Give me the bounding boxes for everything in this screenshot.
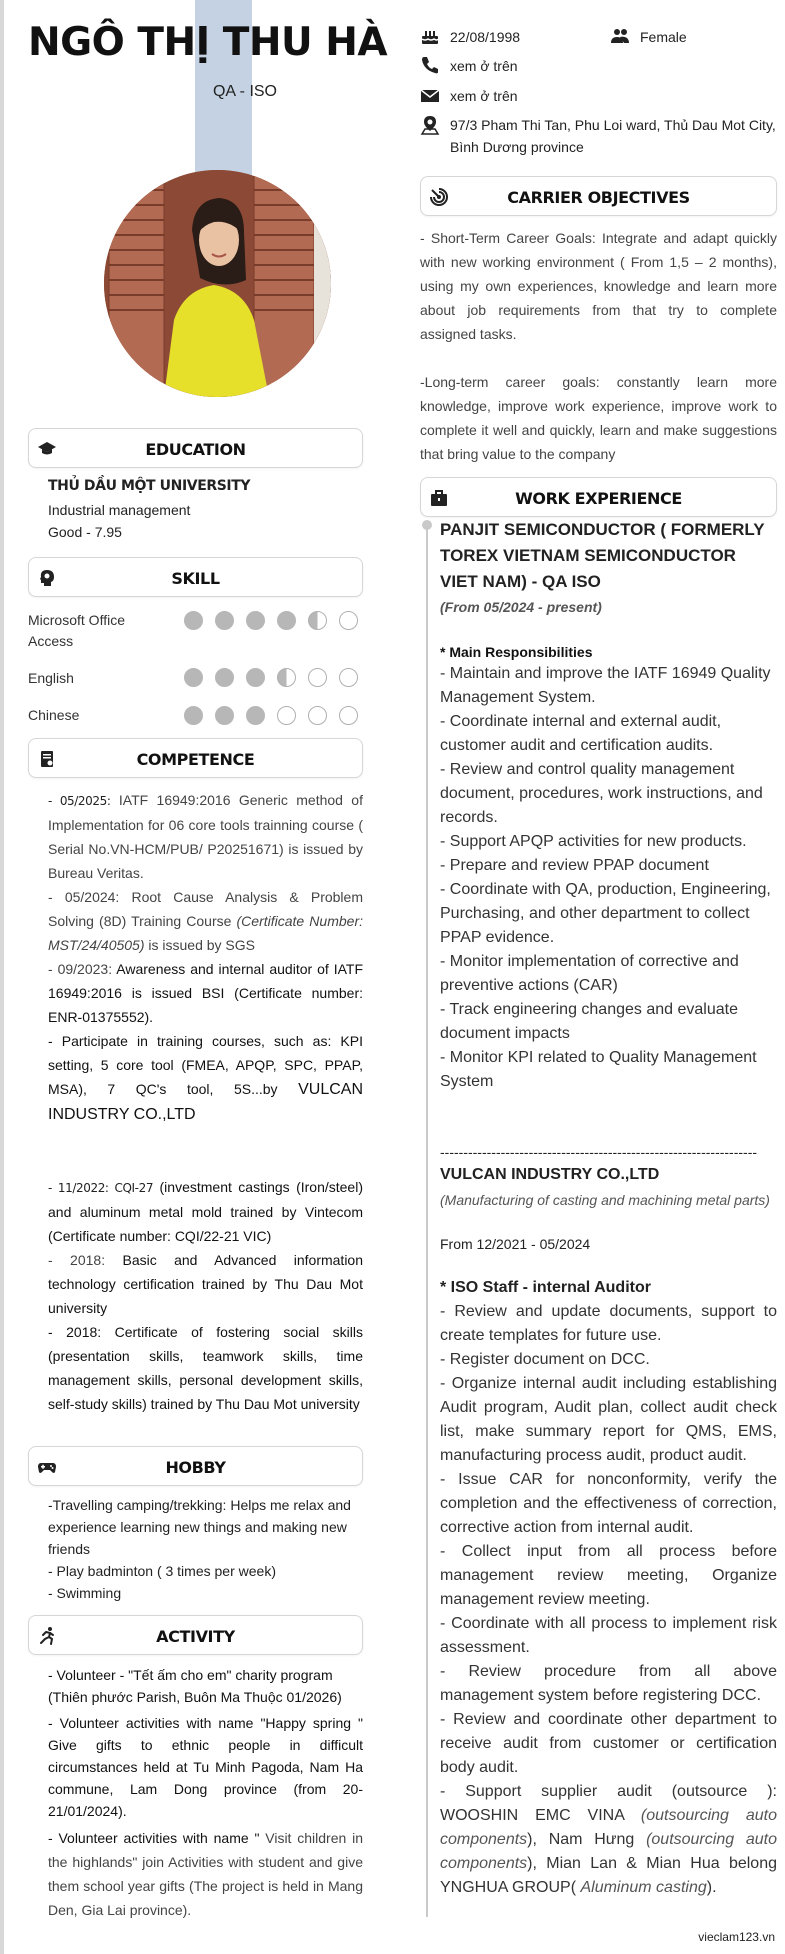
hobby-item: -Travelling camping/trekking: Helps me relax and experience learning new things and making new friends <box>48 1497 351 1557</box>
rating-dot <box>277 611 296 630</box>
rating-dot <box>184 611 203 630</box>
rating-dot <box>215 706 234 725</box>
responsibility-item: - Coordinate with all process to implement risk assessment. <box>440 1615 777 1656</box>
competence-header <box>28 738 363 778</box>
hobby-item: - Swimming <box>48 1585 122 1601</box>
competence-item: - 2018: Basic and Advanced information technology certification trained by Thu Dau Mot university <box>48 1252 363 1316</box>
responsibility-item: - Review procedure from all above management system before registering DCC. <box>440 1663 777 1704</box>
cake-icon <box>420 26 440 46</box>
activity-list <box>48 1664 363 1922</box>
timeline-dot <box>422 520 432 530</box>
responsibility-item: - Track engineering changes and evaluate document impacts <box>440 1001 738 1042</box>
rating-dot <box>215 611 234 630</box>
rating-dot <box>184 668 203 687</box>
job1-period: (From 05/2024 - present) <box>440 599 602 615</box>
objective-short: - Short-Term Career Goals: Integrate and adapt quickly with new working environment ( From 1,5 – 2 months), using my own experiences, knowledge and learn more about job requirements from that try to complete assigned tasks. <box>420 230 777 342</box>
education-grade: Good - 7.95 <box>48 524 122 540</box>
birthday: 22/08/1998 <box>450 29 521 45</box>
competence-title: COMPETENCE <box>136 750 255 769</box>
job1-company: PANJIT SEMICONDUCTOR ( FORMERLY TOREX VIETNAM SEMICONDUCTOR VIET NAM) - QA ISO <box>440 520 765 591</box>
rating-dot <box>215 668 234 687</box>
competence-item: - 2018: Certificate of fostering social skills (presentation skills, teamwork skills, time management skills, personal development skills, self-study skills) trained by Thu Dau Mot university <box>48 1324 363 1412</box>
rating-dot <box>277 706 296 725</box>
responsibility-item: - Issue CAR for nonconformity, verify the completion and the effectiveness of correction, corrective action from internal audit. <box>440 1471 777 1536</box>
activity-title: ACTIVITY <box>156 1627 235 1646</box>
education-header <box>28 428 363 468</box>
rating-dot <box>277 668 296 687</box>
responsibility-item: - Monitor KPI related to Quality Management System <box>440 1049 757 1090</box>
rating-dot <box>339 611 358 630</box>
competence-item: - 05/2024: Root Cause Analysis & Problem Solving (8D) Training Course (Certificate Number: MST/24/40505) is issued by SGS <box>48 889 363 953</box>
skill-rating <box>184 611 358 631</box>
skill-name: English <box>28 670 74 686</box>
experience-title: WORK EXPERIENCE <box>515 489 682 508</box>
candidate-name: NGÔ THỊ THU HÀ <box>28 20 388 65</box>
address: 97/3 Pham Thi Tan, Phu Loi ward, Thủ Dau Mot City, Bình Dương province <box>450 117 776 155</box>
competence-item: - 09/2023: Awareness and internal auditor of IATF 16949:2016 is issued BSI (Certificate number: ENR-01375552). <box>48 961 363 1025</box>
activity-header <box>28 1615 363 1655</box>
job2-responsibilities <box>440 1300 777 1900</box>
hobby-title: HOBBY <box>165 1458 226 1477</box>
responsibility-item: - Prepare and review PPAP document <box>440 857 709 874</box>
phone-icon <box>420 55 440 75</box>
responsibility-item: - Monitor implementation of corrective and preventive actions (CAR) <box>440 953 739 994</box>
skill-name: Microsoft Office Access <box>28 612 125 649</box>
competence-item: - Participate in training courses, such as: KPI setting, 5 core tool (FMEA, APQP, SPC, PPAP, MSA), 7 QC's tool, 5S...by VULCAN INDUSTRY CO.,LTD <box>48 1033 363 1123</box>
objective-long: -Long-term career goals: constantly learn more knowledge, improve work experience, improve work to complete it well and quickly, learn and make suggestions that bring value to the company <box>420 374 777 462</box>
responsibility-item: - Register document on DCC. <box>440 1351 650 1368</box>
experience-header <box>420 477 777 517</box>
responsibility-item: - Review and update documents, support to create templates for future use. <box>440 1303 777 1344</box>
responsibility-item: - Support APQP activities for new products. <box>440 833 747 850</box>
education-title: EDUCATION <box>145 440 246 459</box>
responsibility-item: - Coordinate with QA, production, Engineering, Purchasing, and other department to collect PPAP evidence. <box>440 881 771 946</box>
photo-illustration <box>104 170 331 397</box>
phone: xem ở trên <box>450 58 518 74</box>
job2-description: (Manufacturing of casting and machining metal parts) <box>440 1192 770 1208</box>
objectives-title: CARRIER OBJECTIVES <box>507 188 690 207</box>
responsibility-item: - Collect input from all process before management review meeting, Organize management review meeting. <box>440 1543 777 1608</box>
rating-dot <box>246 668 265 687</box>
envelope-icon <box>420 86 440 106</box>
footer-brand: vieclam123.vn <box>698 1930 775 1944</box>
education-school: THỦ DẦU MỘT UNIVERSITY <box>48 478 251 494</box>
skill-name: Chinese <box>28 707 80 723</box>
rating-dot <box>246 706 265 725</box>
responsibility-item: - Review and control quality management document, procedures, work instructions, and records. <box>440 761 763 826</box>
rating-dot <box>308 706 327 725</box>
job2-company: VULCAN INDUSTRY CO.,LTD <box>440 1166 660 1183</box>
skill-header <box>28 557 363 597</box>
responsibility-item: - Coordinate internal and external audit, customer audit and certification audits. <box>440 713 722 754</box>
email: xem ở trên <box>450 88 518 104</box>
hobby-list <box>48 1494 363 1604</box>
responsibility-item: - Support supplier audit (outsource ): WOOSHIN EMC VINA (outsourcing auto components), Nam Hưng (outsourcing auto components), Mian Lan & Mian Hua belong YNGHUA GROUP( Aluminum casting). <box>440 1783 778 1896</box>
users-icon <box>610 26 630 46</box>
education-major: Industrial management <box>48 502 191 518</box>
competence-item: - 05/2025: IATF 16949:2016 Generic method of Implementation for 06 core tools trainning course ( Serial No.VN-HCM/PUB/ P20251671) is issued by Bureau Veritas. <box>48 792 363 881</box>
candidate-title: QA - ISO <box>212 83 277 100</box>
hobby-header <box>28 1446 363 1486</box>
job1-responsibilities <box>440 662 777 1094</box>
skill-title: SKILL <box>171 569 220 588</box>
rating-dot <box>308 611 327 630</box>
rating-dot <box>246 611 265 630</box>
objectives-header <box>420 176 777 216</box>
job2-period: From 12/2021 - 05/2024 <box>440 1236 591 1252</box>
activity-item: - Volunteer activities with name " Visit children in the highlands" join Activities with student and give them school year gifts (The project is held in Mang Den, Gia Lai province). <box>48 1830 363 1918</box>
job1-heading: * Main Responsibilities <box>440 644 593 660</box>
rating-dot <box>339 668 358 687</box>
timeline-line <box>426 527 428 1917</box>
responsibility-item: - Organize internal audit including establishing Audit program, Audit plan, collect audit check list, make summary report for QMS, EMS, manufacturing process audit, product audit. <box>440 1375 777 1464</box>
rating-dot <box>308 668 327 687</box>
gender: Female <box>640 29 687 45</box>
competence-item: - 11/2022: CQI-27 (investment castings (Iron/steel) and aluminum metal mold trained by Vintecom (Certificate number: CQI/22-21 VIC) <box>48 1179 363 1244</box>
rating-dot <box>339 706 358 725</box>
map-pin-icon <box>420 115 440 135</box>
skill-rating <box>184 706 358 726</box>
separator-line: -------------------------------------------------------------------- <box>440 1144 758 1160</box>
objectives-text <box>420 226 777 466</box>
hobby-item: - Play badminton ( 3 times per week) <box>48 1563 276 1579</box>
activity-item: - Volunteer activities with name "Happy spring " Give gifts to ethnic people in difficult circumstances held at Tu Minh Pagoda, Nam Ha commune, Lam Dong province (from 20-21/01/2024). <box>48 1715 363 1819</box>
job2-heading: * ISO Staff - internal Auditor <box>440 1279 651 1296</box>
skill-rating <box>184 668 358 688</box>
profile-photo <box>104 170 331 397</box>
competence-list <box>48 788 363 1416</box>
activity-item: - Volunteer - "Tết ấm cho em" charity program (Thiên phước Parish, Buôn Ma Thuộc 01/2026) <box>48 1667 342 1705</box>
rating-dot <box>184 706 203 725</box>
responsibility-item: - Review and coordinate other department to receive audit from customer or certification body audit. <box>440 1711 777 1776</box>
responsibility-item: - Maintain and improve the IATF 16949 Quality Management System. <box>440 665 771 706</box>
